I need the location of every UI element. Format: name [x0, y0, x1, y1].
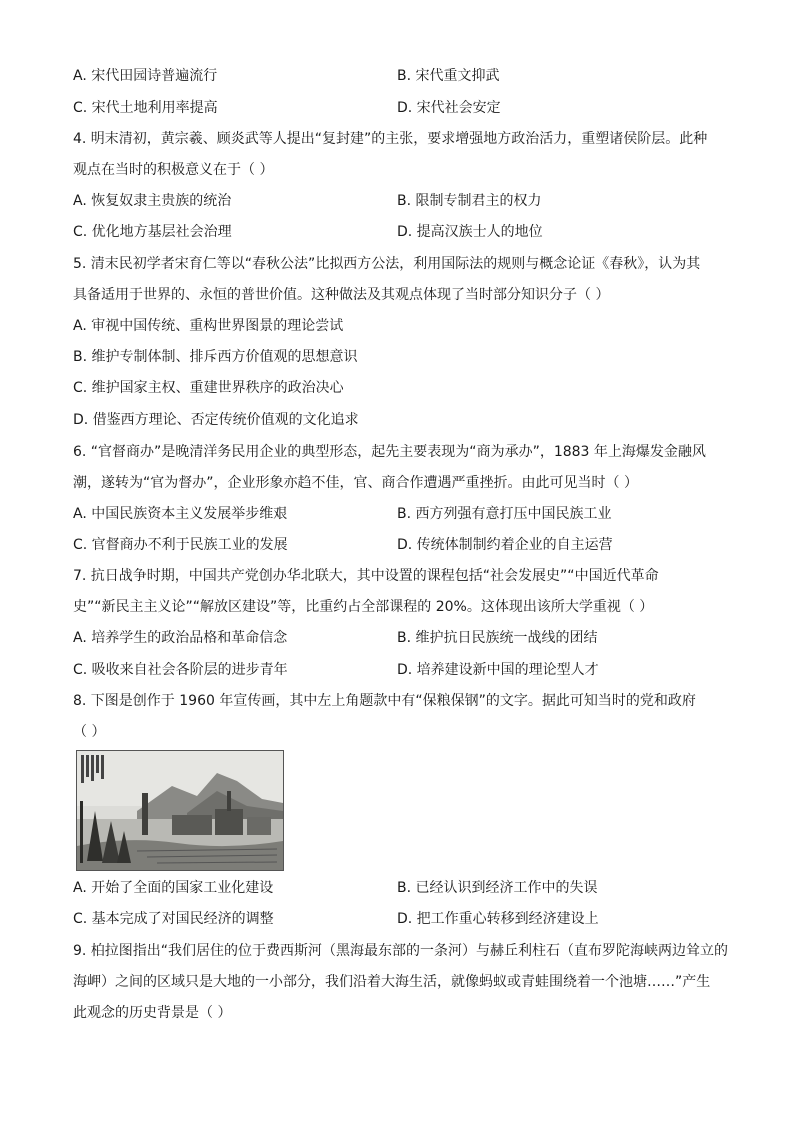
q6-option-a: A. 中国民族资本主义发展举步维艰 — [73, 506, 288, 522]
q7-option-a: A. 培养学生的政治品格和革命信念 — [73, 630, 288, 646]
q4-option-d: D. 提高汉族士人的地位 — [397, 224, 543, 240]
q8-option-c: C. 基本完成了对国民经济的调整 — [73, 911, 274, 927]
q5-option-a: A. 审视中国传统、重构世界图景的理论尝试 — [73, 318, 344, 334]
q4-option-b: B. 限制专制君主的权力 — [397, 193, 542, 209]
q6-stem-line1: 6. “官督商办”是晚清洋务民用企业的典型形态，起先主要表现为“商为承办”，1883 年上海爆发金融风 — [73, 444, 706, 460]
q7-option-d: D. 培养建设新中国的理论型人才 — [397, 662, 599, 678]
q5-option-b: B. 维护专制体制、排斥西方价值观的思想意识 — [73, 349, 358, 365]
q3-option-c: C. 宋代土地利用率提高 — [73, 100, 218, 116]
q6-option-b: B. 西方列强有意打压中国民族工业 — [397, 506, 612, 522]
q7-stem-line2: 史”“新民主主义论”“解放区建设”等，比重约占全部课程的 20%。这体现出该所大学重视（ ） — [73, 599, 654, 615]
q9-stem-line2: 海岬）之间的区域只是大地的一小部分，我们沿着大海生活，就像蚂蚁或青蛙围绕着一个池塘……”产生 — [73, 974, 711, 990]
q4-option-a: A. 恢复奴隶主贵族的统治 — [73, 193, 232, 209]
q5-stem-line2: 具备适用于世界的、永恒的普世价值。这种做法及其观点体现了当时部分知识分子（ ） — [73, 287, 610, 303]
q4-stem-line1: 4. 明末清初，黄宗羲、顾炎武等人提出“复封建”的主张，要求增强地方政治活力，重塑诸侯阶层。此种 — [73, 131, 708, 147]
q4-stem-line2: 观点在当时的积极意义在于（ ） — [73, 162, 274, 178]
q3-option-d: D. 宋代社会安定 — [397, 100, 501, 116]
q8-option-a: A. 开始了全面的国家工业化建设 — [73, 880, 274, 896]
q8-stem-line1: 8. 下图是创作于 1960 年宣传画，其中左上角题款中有“保粮保钢”的文字。据此可知当时的党和政府 — [73, 693, 696, 709]
q8-option-d: D. 把工作重心转移到经济建设上 — [397, 911, 599, 927]
poster-illustration — [77, 751, 283, 870]
q3-option-a: A. 宋代田园诗普遍流行 — [73, 68, 218, 84]
q5-stem-line1: 5. 清末民初学者宋育仁等以“春秋公法”比拟西方公法，利用国际法的规则与概念论证《春秋》，认为其 — [73, 256, 701, 272]
q8-option-b: B. 已经认识到经济工作中的失误 — [397, 880, 598, 896]
q7-option-b: B. 维护抗日民族统一战线的团结 — [397, 630, 598, 646]
q9-stem-line3: 此观念的历史背景是（ ） — [73, 1005, 232, 1021]
q7-stem-line1: 7. 抗日战争时期，中国共产党创办华北联大，其中设置的课程包括“社会发展史”“中国近代革命 — [73, 568, 659, 584]
q5-option-c: C. 维护国家主权、重建世界秩序的政治决心 — [73, 380, 344, 396]
q3-option-b: B. 宋代重文抑武 — [397, 68, 500, 84]
q4-option-c: C. 优化地方基层社会治理 — [73, 224, 232, 240]
q6-stem-line2: 潮，遂转为“官为督办”，企业形象亦趋不佳，官、商合作遭遇严重挫折。由此可见当时（ ） — [73, 475, 638, 491]
q7-option-c: C. 吸收来自社会各阶层的进步青年 — [73, 662, 288, 678]
propaganda-poster-image — [76, 750, 284, 871]
q9-stem-line1: 9. 柏拉图指出“我们居住的位于费西斯河（黑海最东部的一条河）与赫丘利柱石（直布罗陀海峡两边耸立的 — [73, 943, 729, 959]
q5-option-d: D. 借鉴西方理论、否定传统价值观的文化追求 — [73, 412, 359, 428]
q6-option-c: C. 官督商办不利于民族工业的发展 — [73, 537, 288, 553]
q6-option-d: D. 传统体制制约着企业的自主运营 — [397, 537, 613, 553]
q8-stem-line2: （ ） — [73, 724, 106, 740]
